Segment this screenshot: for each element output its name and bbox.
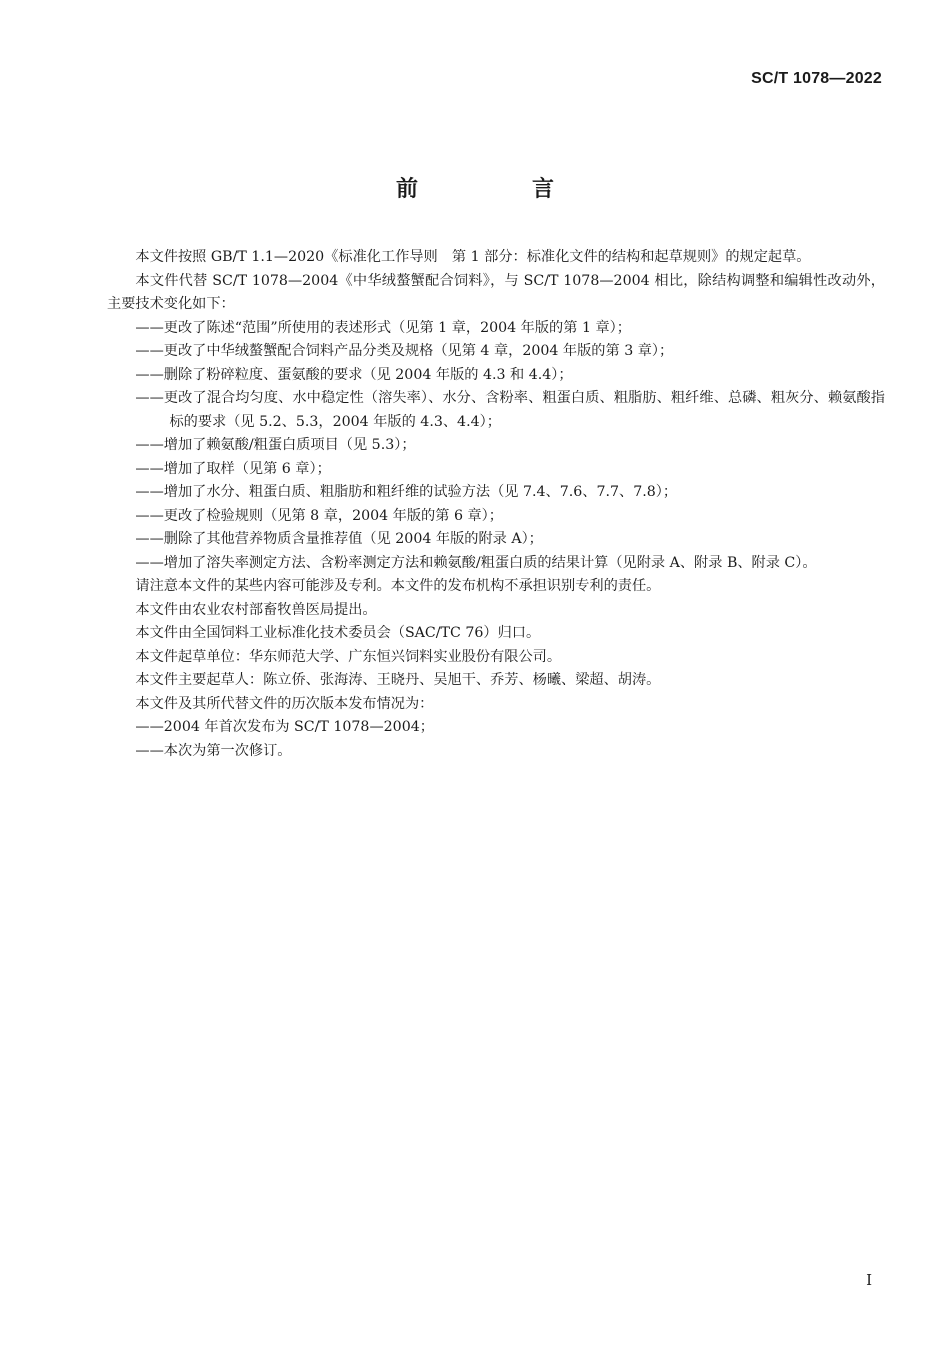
statement-history-intro: 本文件及其所代替文件的历次版本发布情况为：	[135, 695, 434, 712]
document-code: SC/T 1078—2022	[751, 70, 882, 87]
change-item: ——增加了溶失率测定方法、含粉率测定方法和赖氨酸/粗蛋白质的结果计算（见附录 A、附录 B、附录 C）。	[135, 554, 817, 571]
change-item: ——增加了赖氨酸/粗蛋白质项目（见 5.3）；	[135, 437, 416, 453]
history-item: ——2004 年首次发布为 SC/T 1078—2004；	[135, 719, 434, 735]
change-item: ——删除了其他营养物质含量推荐值（见 2004 年版的附录 A）；	[135, 531, 543, 547]
paragraph-replacement: 本文件代替 SC/T 1078—2004《中华绒螯蟹配合饲料》，与 SC/T 1078—2004 相比，除结构调整和编辑性改动外，主要技术变化如下：	[107, 272, 885, 312]
statement-patent: 请注意本文件的某些内容可能涉及专利。本文件的发布机构不承担识别专利的责任。	[135, 578, 661, 594]
change-item: ——更改了中华绒螯蟹配合饲料产品分类及规格（见第 4 章，2004 年版的第 3 章）；	[135, 343, 674, 359]
document-body	[107, 246, 885, 763]
statement-committee: 本文件由全国饲料工业标准化技术委员会（SAC/TC 76）归口。	[135, 625, 541, 641]
change-item: ——增加了取样（见第 6 章）；	[135, 460, 331, 477]
page-number: I	[866, 1271, 872, 1289]
change-item: ——增加了水分、粗蛋白质、粗脂肪和粗纤维的试验方法（见 7.4、7.6、7.7、7.8）；	[135, 484, 678, 500]
statement-drafting-units: 本文件起草单位：华东师范大学、广东恒兴饲料实业股份有限公司。	[135, 648, 562, 665]
history-item: ——本次为第一次修订。	[135, 742, 292, 759]
change-item: ——更改了检验规则（见第 8 章，2004 年版的第 6 章）；	[135, 507, 503, 524]
change-item: ——更改了陈述“范围”所使用的表述形式（见第 1 章，2004 年版的第 1 章）；	[135, 319, 631, 336]
paragraph-drafting-rules: 本文件按照 GB/T 1.1—2020《标准化工作导则 第 1 部分：标准化文件的结构和起草规则》的规定起草。	[135, 249, 811, 265]
change-item: ——更改了混合均匀度、水中稳定性（溶失率）、水分、含粉率、粗蛋白质、粗脂肪、粗纤维、总磷、粗灰分、赖氨酸指标的要求（见 5.2、5.3，2004 年版的 4.3、4.4）；	[135, 390, 885, 430]
statement-proposer: 本文件由农业农村部畜牧兽医局提出。	[135, 601, 377, 618]
change-item: ——删除了粉碎粒度、蛋氨酸的要求（见 2004 年版的 4.3 和 4.4）；	[135, 366, 573, 383]
statement-drafters: 本文件主要起草人：陈立侨、张海涛、王晓丹、吴旭干、乔芳、杨曦、梁超、胡涛。	[135, 672, 661, 688]
page-title: 前 言	[395, 177, 600, 202]
